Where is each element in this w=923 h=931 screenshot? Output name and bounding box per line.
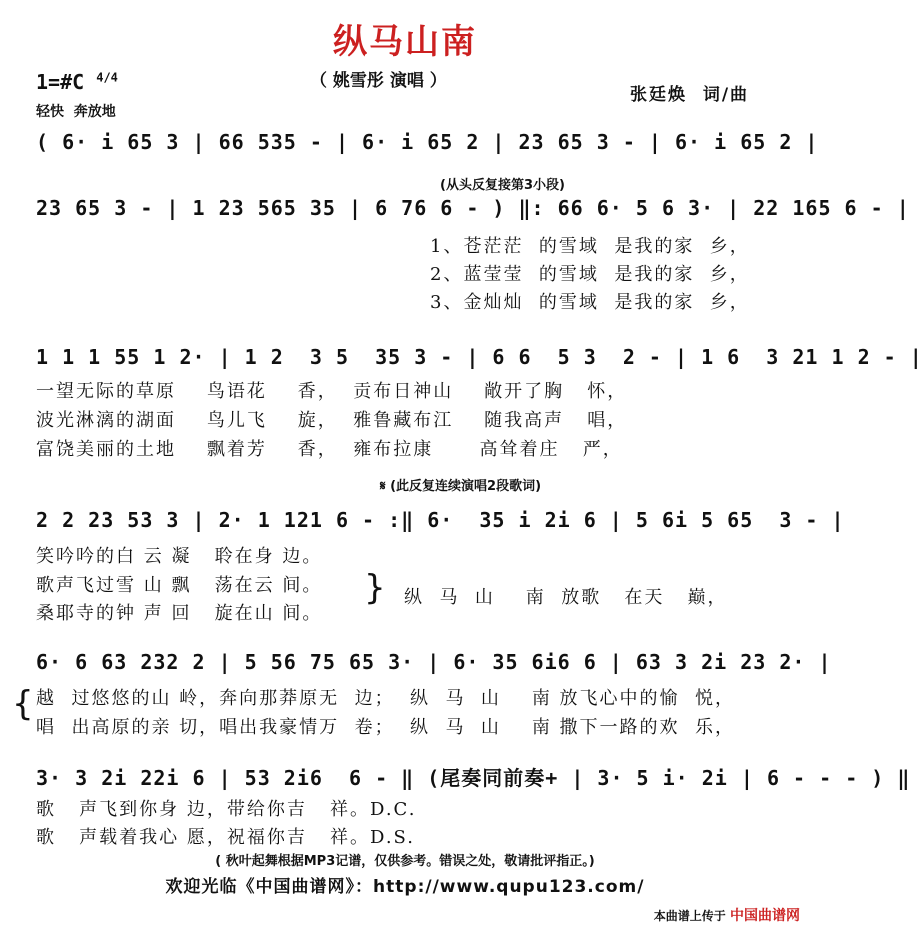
music-line-2: 23 65 3 - | 1 23 565 35 | 6 76 6 - ) ‖: 66 6· 5 6 3· | 22 165 6 - | (36, 196, 910, 220)
lyric-line: 一望无际的草原 鸟语花 香， 贡布日神山 敞开了胸 怀， (36, 381, 628, 402)
lyric-line: 歌声飞过雪 山 飘 荡在云 间。 (36, 575, 323, 596)
lyric-line: 3、金灿灿 的雪域 是我的家 乡， (430, 292, 750, 313)
refrain-lyric: 纵 马 山 南 放歌 在天 巅， (404, 587, 728, 608)
brand-logo: 中国曲谱网 (730, 908, 800, 924)
music-line-1: ( 6· i 65 3 | 66 535 - | 6· i 65 2 | 23 65 3 - | 6· i 65 2 | (36, 130, 819, 154)
time-signature: 4/4 (96, 70, 118, 85)
singer-credit: （ 姚雪彤 演唱 ） (310, 71, 447, 91)
upload-credit: 本曲谱上传于 中国曲谱网 (653, 908, 800, 924)
lyric-line: 歌 声飞到你身 边，带给你吉 祥。D.C. (36, 799, 417, 820)
site-link[interactable]: 欢迎光临《中国曲谱网》：http://www.qupu123.com/ (165, 877, 645, 897)
lyric-line: 歌 声载着我心 愿，祝福你吉 祥。D.S. (36, 827, 415, 848)
key-signature: 1=#C $^{4/4}$ (36, 70, 118, 94)
lyric-line: 2、蓝莹莹 的雪域 是我的家 乡， (430, 264, 750, 285)
lyric-line: 唱 出高原的亲 切，唱出我豪情万 卷； 纵 马 山 南 撒下一路的欢 乐， (36, 717, 735, 738)
tempo-marking: 轻快 奔放地 (36, 104, 116, 120)
music-line-3: 1 1 1 55 1 2· | 1 2 3 5 35 3 - | 6 6 5 3 2 - | 1 6 3 21 1 2 - | (36, 345, 923, 369)
page-title: 纵马山南 (333, 22, 477, 62)
lyric-line: 越 过悠悠的山 岭，奔向那莽原无 边； 纵 马 山 南 放飞心中的愉 悦， (36, 688, 735, 709)
brace-icon: } (364, 568, 386, 608)
author-credit: 张廷焕 词/曲 (630, 85, 750, 105)
music-line-5: 6· 6 63 232 2 | 5 56 75 65 3· | 6· 35 6i6 6 | 63 3 2i 23 2· | (36, 650, 832, 674)
lyric-line: 富饶美丽的土地 飘着芳 香， 雍布拉康 高耸着庄 严， (36, 439, 623, 460)
segno-note: 𝄋 (此反复连续演唱2段歌词) (380, 479, 542, 494)
repeat-note: (从头反复接第3小段) (440, 178, 565, 193)
lyric-line: 笑吟吟的白 云 凝 聆在身 边。 (36, 546, 323, 567)
disclaimer: ( 秋叶起舞根据MP3记谱，仅供参考。错误之处，敬请批评指正。) (215, 854, 595, 869)
lyric-line: 波光淋漓的湖面 鸟儿飞 旋， 雅鲁藏布江 随我高声 唱， (36, 410, 628, 431)
brace-icon: { (12, 684, 34, 724)
lyric-line: 1、苍茫茫 的雪域 是我的家 乡， (430, 236, 750, 257)
music-line-6: 3· 3 2i 22i 6 | 53 2i6 6 - ‖ (尾奏同前奏+ | 3· 5 i· 2i | 6 - - - ) ‖ (36, 766, 911, 790)
lyric-line: 桑耶寺的钟 声 回 旋在山 间。 (36, 603, 323, 624)
music-line-4: 2 2 23 53 3 | 2· 1 121 6 - :‖ 6· 35 i 2i 6 | 5 6i 5 65 3 - | (36, 508, 845, 532)
